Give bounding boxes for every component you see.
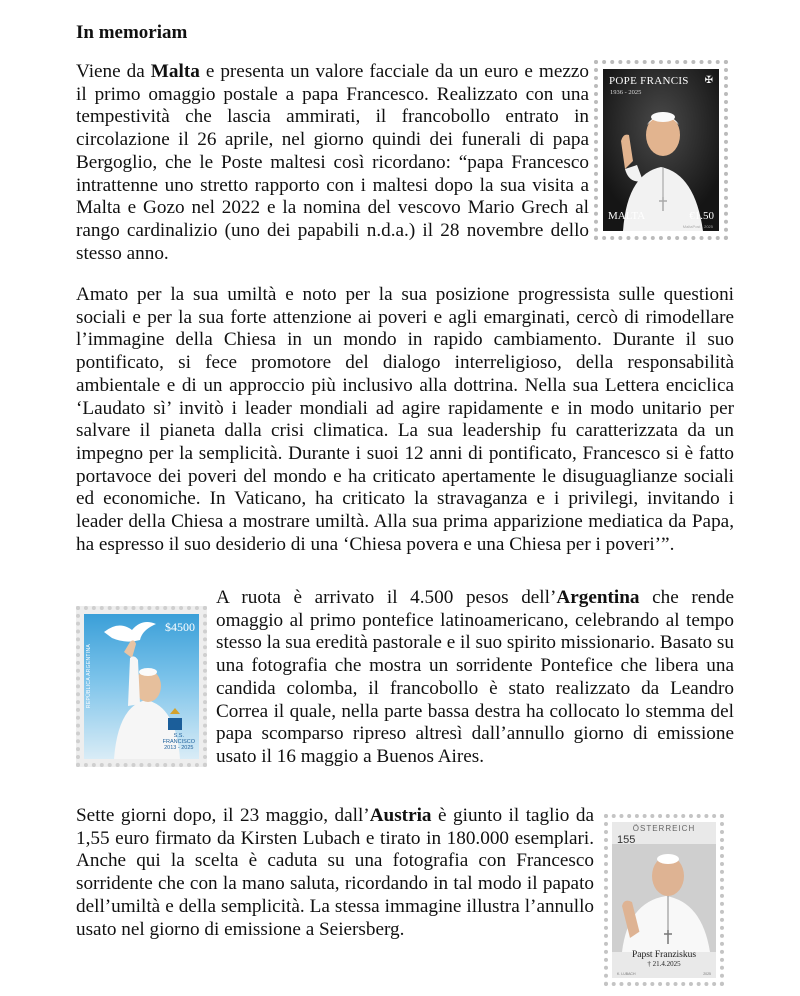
stamp-value: 155: [617, 834, 636, 846]
stamp-years: 1936 - 2025: [610, 89, 642, 96]
country-name: Argentina: [556, 587, 640, 608]
section-title: In memoriam: [76, 22, 188, 43]
caption-line: 2013 - 2025: [164, 745, 194, 751]
stamp-date: † 21.4.2025: [647, 960, 681, 968]
stamp-name: Papst Franziskus: [631, 950, 697, 960]
caption-line: S.S.: [173, 733, 184, 739]
text-run: A ruota è arrivato il 4.500 pesos dell’: [216, 587, 557, 608]
text-run: Sette giorni dopo, il 23 maggio, dall’: [76, 805, 370, 826]
maltese-cross-icon: ✠: [704, 75, 713, 86]
country-name: Austria: [369, 805, 432, 826]
stamp-credit: MaltaPost - 2025: [682, 224, 713, 229]
stamp-credit: K. LUBACH: [617, 972, 636, 976]
paragraph-argentina: [216, 587, 734, 769]
text-run: che rende omaggio al primo pontefice latinoamericano, celebrando al tempo stesso la sua eredità pastorale e il suo spirito missionario. Basato su una fotografia che mostra un sorridente Pontefice che libera una candida colomba, il francobollo è stato realizzato da Leandro Correa il quale, nella parte bassa destra ha collocato lo stemma del papa scomparso ripreso altresì dall’annullo giorno di emissione usato il 16 maggio a Buenos Aires.: [216, 587, 734, 767]
caption-line: FRANCISCO: [162, 739, 195, 745]
paragraph-malta: [76, 61, 589, 265]
stamp-image: [603, 69, 719, 231]
stamp-argentina: [76, 606, 207, 767]
stamp-header: POPE FRANCIS: [609, 75, 689, 87]
stamp-country: ÖSTERREICH: [632, 824, 696, 833]
text-run: Viene da: [76, 61, 151, 82]
stamp-year: 2025: [703, 972, 711, 976]
stamp-value: €1.50: [689, 210, 714, 222]
stamp-malta: [594, 60, 728, 240]
stamp-image: [84, 614, 199, 759]
text-run: e presenta un valore facciale da un euro e mezzo il primo omaggio postale a papa Francesco. Realizzato con una tempestività che lascia ammirati, il francobollo entrato in circolazione il 26 aprile, nel giorno quindi dei funerali di papa Bergoglio, che le Poste maltesi così ricordano: “papa Francesco intrattenne uno stretto rapporto con i maltesi dopo la sua visita a Malta e Gozo nel 2022 e la nomina del vescovo Mario Grech al rango cardinalizio (uno dei papabili n.d.a.) il 28 novembre dello stesso anno.: [76, 61, 589, 264]
paragraph-austria: [76, 805, 594, 941]
stamp-value: $4500: [165, 620, 195, 634]
stamp-austria: [604, 814, 724, 986]
country-name: Malta: [150, 61, 200, 82]
stamp-caption: [163, 733, 195, 751]
stamp-country: MALTA: [608, 210, 646, 222]
paragraph-biography: Amato per la sua umiltà e noto per la sua posizione progressista sulle questioni sociali e per la sua forte attenzione ai poveri e agli emarginati, cercò di rimodellare l’immagine della Chiesa in un mondo in rapido cambiamento. Durante il suo pontificato, si fece promotore del dialogo interreligioso, della responsabilità ambientale e di un approccio più inclusivo alla dottrina. Nella sua Lettera enciclica ‘Laudato sì’ invitò i leader mondiali ad agire rapidamente e in modo unitario per salvare il pianeta dalla crisi climatica. La sua leadership fu caratterizzata da un impegno per la semplicità. Durante i suoi 12 anni di pontificato, Francesco si è fatto portavoce dei poveri del mondo e ha criticato apertamente le disuguaglianze sociali ed economiche. In Vaticano, ha criticato la stravaganza e i privilegi, invitando i leader della Chiesa a mostrare umiltà. Alla sua prima apparizione mediatica da Papa, ha espresso il suo desiderio di una ‘Chiesa povera e una Chiesa per i poveri’”.: [76, 284, 734, 555]
stamp-country: REPÚBLICA ARGENTINA: [86, 644, 92, 709]
stamp-image: [612, 822, 716, 978]
text-run: è giunto il taglio da 1,55 euro firmato da Kirsten Lubach e tirato in 180.000 esemplari. Anche qui la scelta è caduta su una fotografia con Francesco sorridente che con la mano saluta, ricordando in tal modo il papato dell’umiltà e della semplicità. La stessa immagine illustra l’annullo usato nel giorno di emissione a Seiersberg.: [76, 805, 594, 940]
